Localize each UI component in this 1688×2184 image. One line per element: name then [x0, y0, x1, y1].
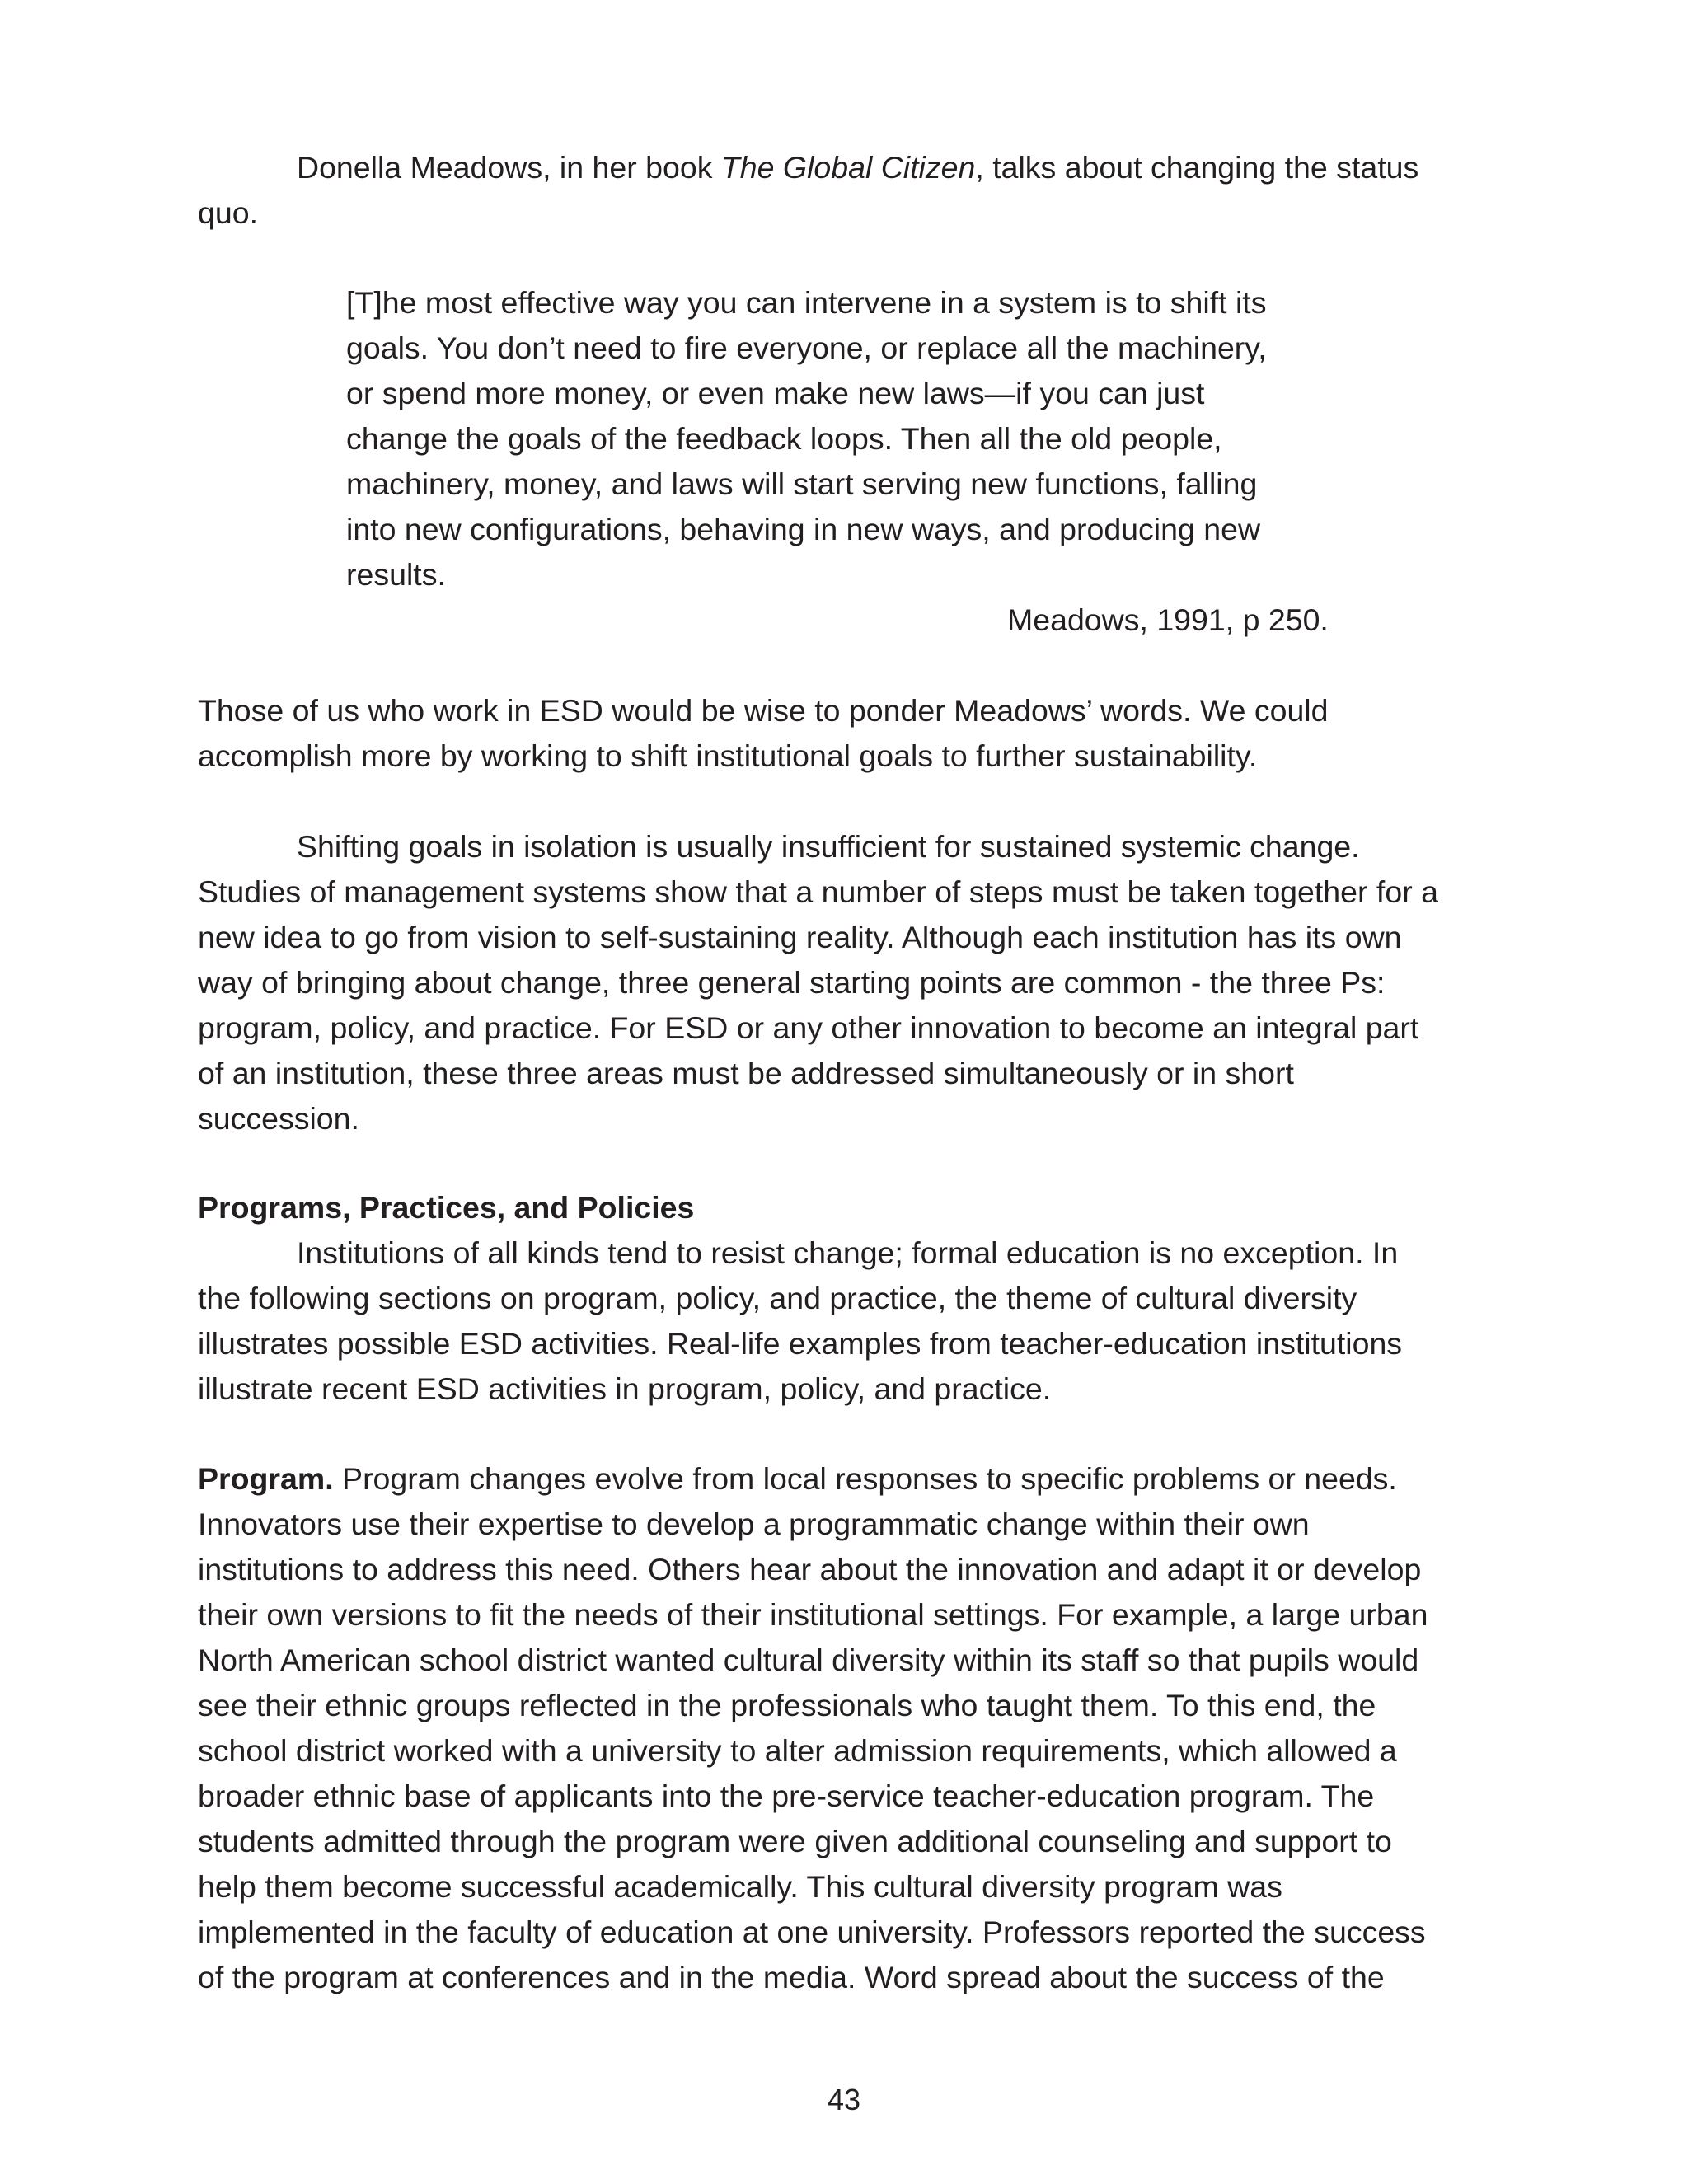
program-first-line-text: Program changes evolve from local responses to specific problems or needs.	[333, 1461, 1397, 1496]
quote-line: [T]he most effective way you can intervene in a system is to shift its	[346, 285, 1267, 320]
program-first-line	[198, 1456, 1475, 1502]
intro-paragraph	[198, 145, 1475, 236]
quote-line: machinery, money, and laws will start serving new functions, falling	[346, 466, 1258, 501]
paragraph-line: their own versions to fit the needs of their institutional settings. For example, a large urban	[198, 1597, 1428, 1632]
paragraph-program	[198, 1456, 1475, 2000]
paragraph-line: succession.	[198, 1101, 359, 1136]
block-quote	[346, 280, 1376, 598]
book-title: The Global Citizen	[720, 150, 976, 185]
page-number: 43	[827, 2083, 861, 2116]
paragraph-line: Studies of management systems show that a number of steps must be taken together for a	[198, 874, 1438, 909]
paragraph-line: new idea to go from vision to self-sustaining reality. Although each institution has its own	[198, 920, 1402, 954]
paragraph-line: of the program at conferences and in the media. Word spread about the success of the	[198, 1960, 1385, 1994]
paragraph-line: of an institution, these three areas must be addressed simultaneously or in short	[198, 1056, 1294, 1090]
paragraph-line: Those of us who work in ESD would be wise to ponder Meadows’ words. We could	[198, 693, 1329, 728]
paragraph-shifting-goals	[198, 824, 1475, 1141]
paragraph-line: illustrates possible ESD activities. Real-life examples from teacher-education institutions	[198, 1326, 1403, 1361]
quote-citation: Meadows, 1991, p 250.	[1007, 602, 1329, 637]
paragraph-line: institutions to address this need. Others hear about the innovation and adapt it or develop	[198, 1552, 1422, 1586]
section-programs-practices-policies	[198, 1185, 1475, 1412]
paragraph-line: help them become successful academically. This cultural diversity program was	[198, 1869, 1282, 1904]
paragraph-line: see their ethnic groups reflected in the professionals who taught them. To this end, the	[198, 1688, 1376, 1722]
quote-line: results.	[346, 557, 446, 592]
program-run-in-heading: Program.	[198, 1461, 334, 1496]
quote-line: into new configurations, behaving in new ways, and producing new	[346, 512, 1261, 546]
intro-line-2: quo.	[198, 195, 258, 230]
quote-line: change the goals of the feedback loops. Then all the old people,	[346, 421, 1222, 456]
quote-line: goals. You don’t need to fire everyone, or replace all the machinery,	[346, 330, 1267, 365]
paragraph-line: North American school district wanted cultural diversity within its staff so that pupils would	[198, 1643, 1419, 1677]
paragraph-line: implemented in the faculty of education at one university. Professors reported the success	[198, 1915, 1426, 1949]
intro-text-after-title: , talks about changing the status	[975, 150, 1419, 185]
paragraph-line: broader ethnic base of applicants into the pre-service teacher-education program. The	[198, 1779, 1375, 1813]
quote-line: or spend more money, or even make new laws—if you can just	[346, 376, 1205, 410]
paragraph-line: the following sections on program, policy, and practice, the theme of cultural diversity	[198, 1281, 1357, 1315]
paragraph-line: way of bringing about change, three general starting points are common - the three Ps:	[198, 965, 1386, 1000]
paragraph-line: Institutions of all kinds tend to resist change; formal education is no exception. In	[297, 1235, 1399, 1270]
paragraph-line: illustrate recent ESD activities in program, policy, and practice.	[198, 1371, 1052, 1406]
paragraph-line: school district worked with a university to alter admission requirements, which allowed a	[198, 1733, 1397, 1768]
paragraph-line: accomplish more by working to shift institutional goals to further sustainability.	[198, 738, 1258, 773]
section-heading: Programs, Practices, and Policies	[198, 1190, 695, 1225]
intro-text-before-title: Donella Meadows, in her book	[297, 150, 721, 185]
paragraph-meadows-words	[198, 688, 1475, 779]
paragraph-line: program, policy, and practice. For ESD or any other innovation to become an integral part	[198, 1010, 1419, 1045]
paragraph-line: Innovators use their expertise to develop a programmatic change within their own	[198, 1507, 1310, 1541]
paragraph-line: Shifting goals in isolation is usually insufficient for sustained systemic change.	[297, 829, 1360, 864]
paragraph-line: students admitted through the program were given additional counseling and support to	[198, 1824, 1392, 1858]
intro-line-1	[198, 145, 1475, 190]
